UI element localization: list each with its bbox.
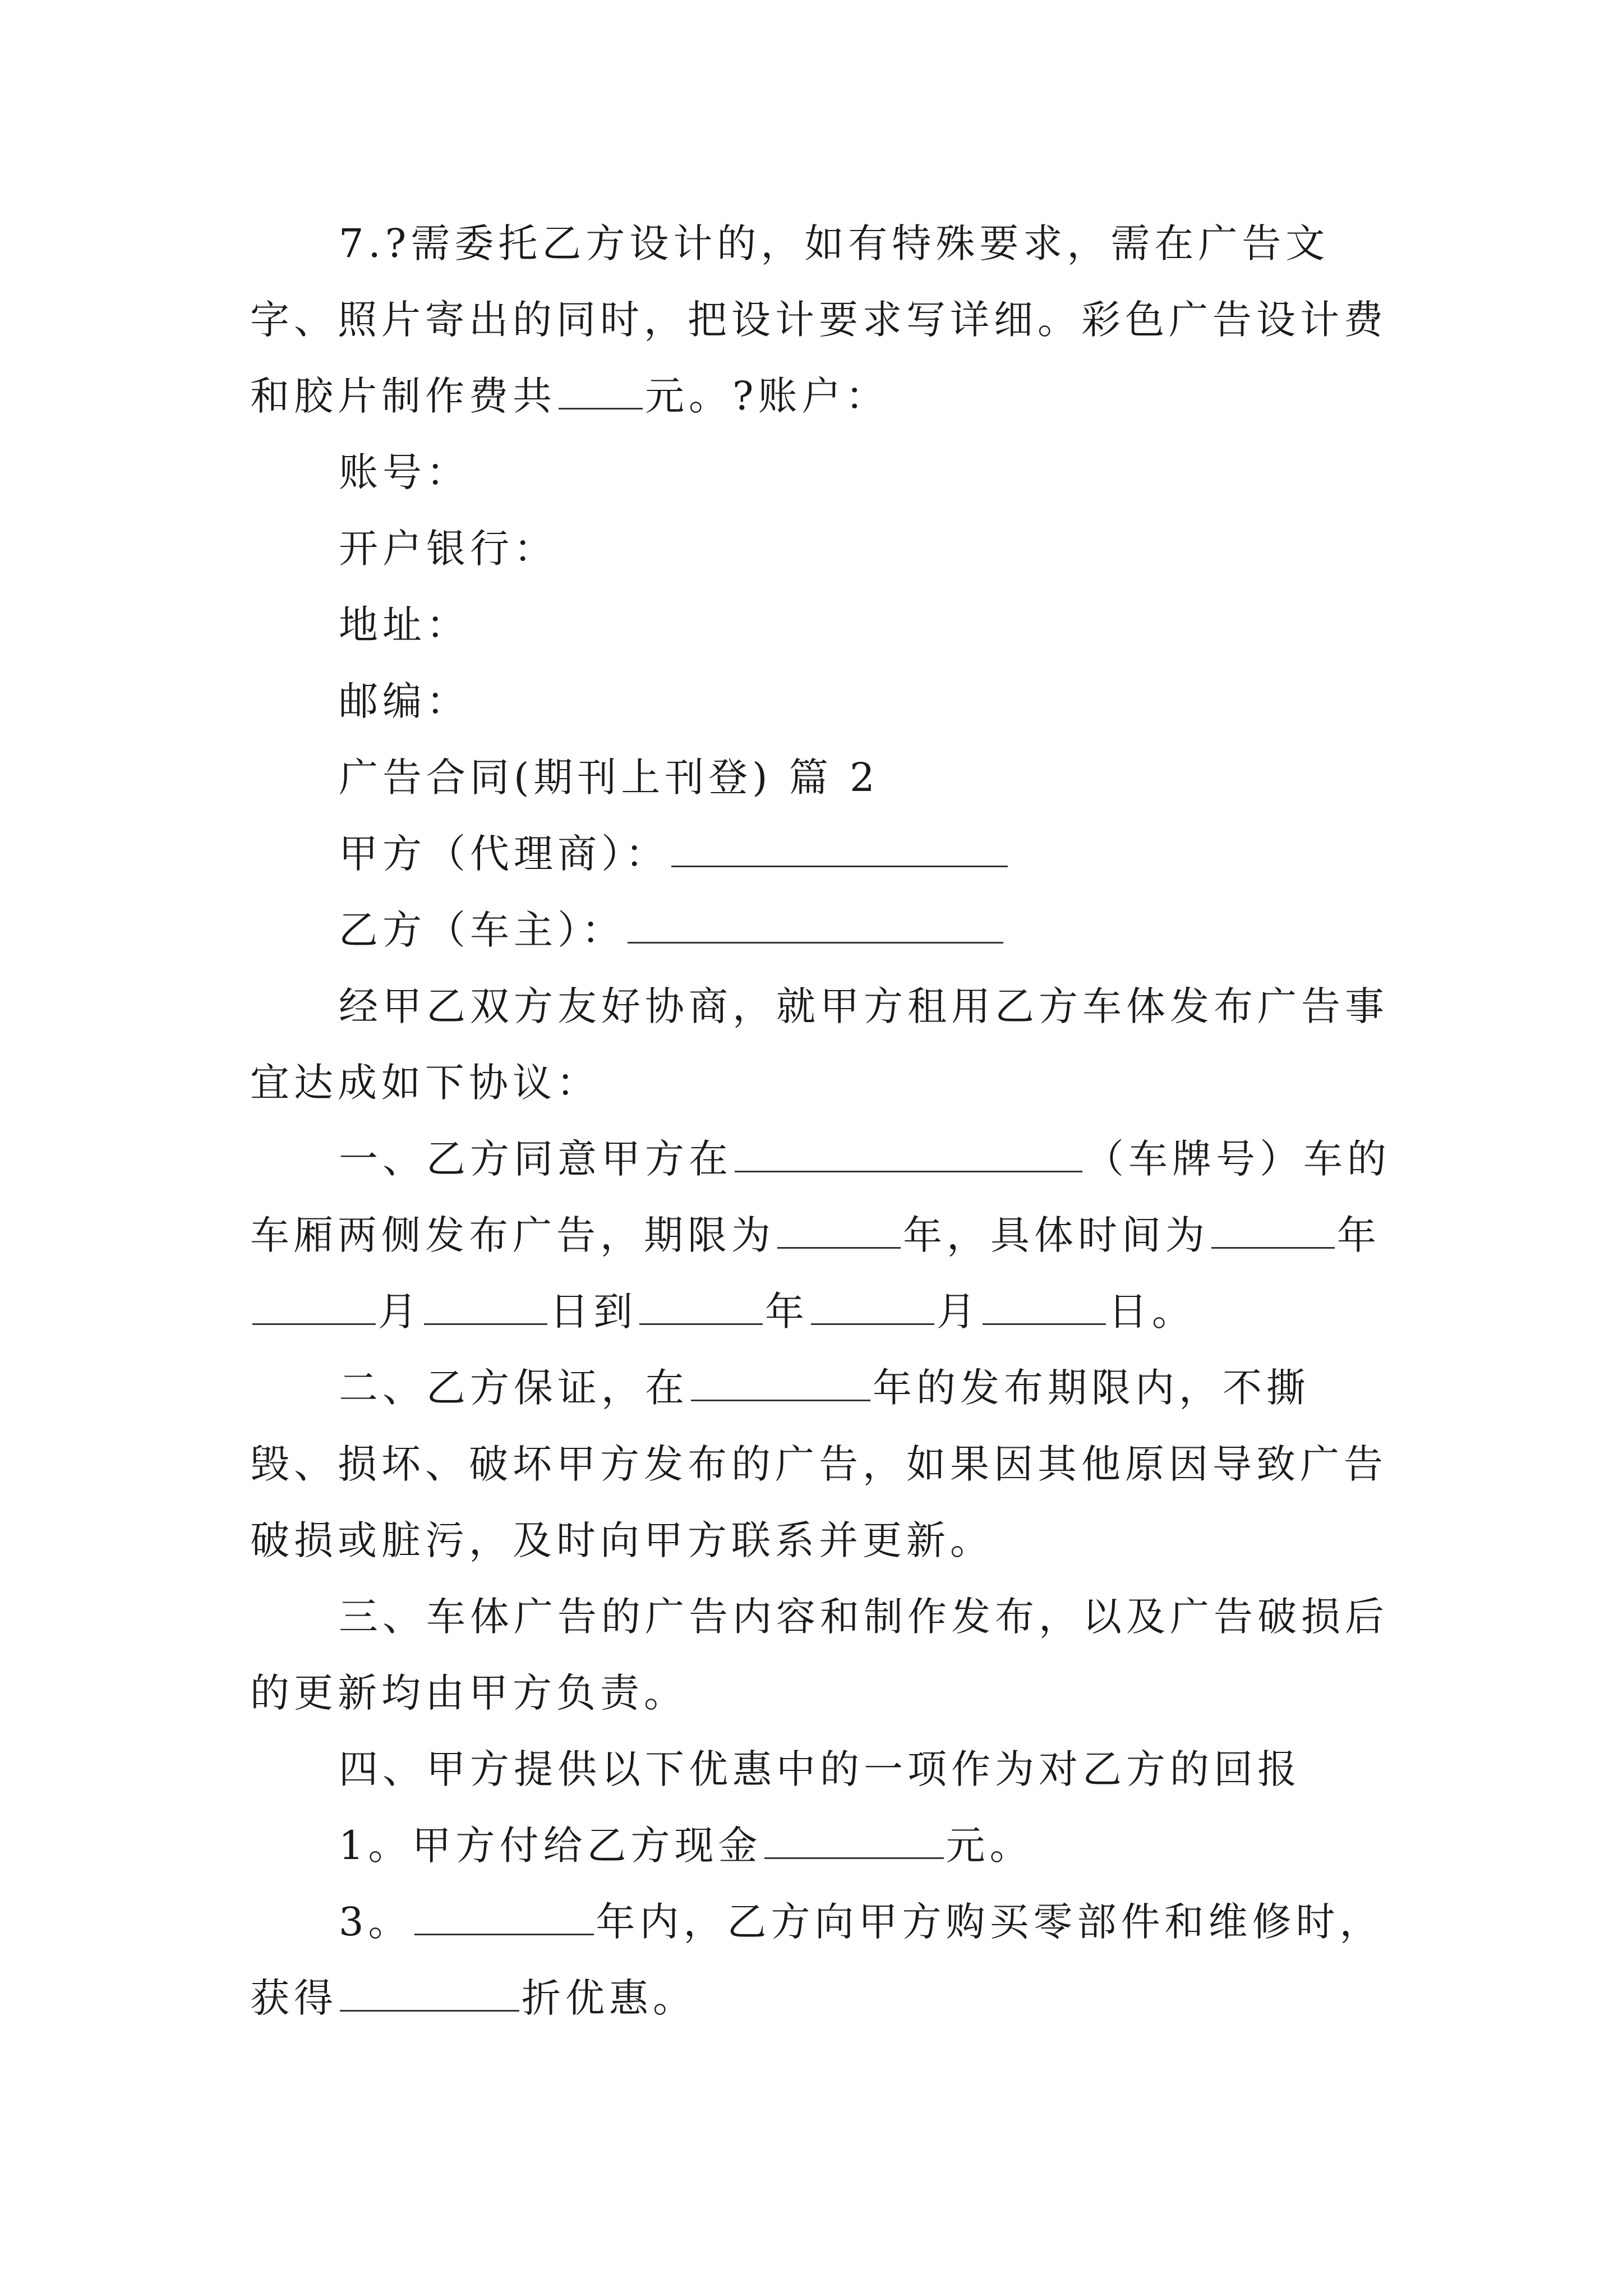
postcode-line: 邮编： xyxy=(339,678,470,724)
option-one xyxy=(250,1807,1394,1884)
option-one-text-b: 元。 xyxy=(946,1823,1034,1869)
option-three-text-b: 年内，乙方向甲方购买零部件和维修时，获得 xyxy=(250,1899,1384,2021)
period-years-blank xyxy=(691,1367,870,1401)
party-a-blank xyxy=(671,833,1008,867)
option-three-text-c: 折优惠。 xyxy=(522,1975,697,2021)
option-one-text-a: 1。甲方付给乙方现金 xyxy=(339,1823,762,1869)
clause-one-text-e: 月 xyxy=(378,1289,422,1335)
document-body xyxy=(250,205,1394,2036)
clause-four: 四、甲方提供以下优惠中的一项作为对乙方的回报 xyxy=(339,1746,1301,1792)
party-b-label: 乙方（车主）： xyxy=(339,907,625,953)
option-three-text-a: 3。 xyxy=(339,1899,412,1945)
clause-one-text-a: 一、乙方同意甲方在 xyxy=(339,1136,732,1182)
clause-one-text-h: 月 xyxy=(937,1289,980,1335)
party-b-blank xyxy=(628,909,1003,944)
end-month-blank xyxy=(811,1291,934,1325)
end-day-blank xyxy=(983,1291,1106,1325)
party-a-line xyxy=(250,816,1394,892)
discount-rate-blank xyxy=(340,1977,519,2012)
clause-one-text-b: （车牌号）车的车厢两侧发布广告，期限为 xyxy=(250,1136,1391,1258)
party-b-line xyxy=(250,892,1394,968)
plate-number-blank xyxy=(735,1138,1082,1172)
clause-two-text-a: 二、乙方保证，在 xyxy=(339,1365,689,1411)
clause-one-text-i: 日。 xyxy=(1108,1289,1196,1335)
discount-years-blank xyxy=(414,1901,594,1935)
design-fee-blank xyxy=(559,375,643,409)
clause-one-text-c: 年，具体时间为 xyxy=(903,1212,1209,1258)
start-month-blank xyxy=(252,1291,376,1325)
account-number-line: 账号： xyxy=(339,449,470,495)
bank-line: 开户银行： xyxy=(339,526,557,572)
option-three xyxy=(250,1884,1394,2036)
cash-amount-blank xyxy=(764,1825,944,1859)
start-year-blank xyxy=(1211,1214,1335,1249)
clause-two xyxy=(250,1350,1394,1579)
clause-one xyxy=(250,1121,1394,1350)
clause-two-text-b: 年的发布期限内，不撕毁、损坏、破坏甲方发布的广告，如果因其他原因导致广告破损或脏污，及时向甲方联系并更新。 xyxy=(250,1365,1387,1563)
party-a-label: 甲方（代理商）： xyxy=(339,831,669,877)
design-fee-text: 7.?需委托乙方设计的，如有特殊要求，需在广告文字、照片寄出的同时，把设计要求写详细。彩色广告设计费和胶片制作费共 xyxy=(250,220,1387,419)
clause-three: 三、车体广告的广告内容和制作发布，以及广告破损后的更新均由甲方负责。 xyxy=(250,1594,1389,1716)
design-fee-tail: 元。?账户： xyxy=(645,373,889,419)
section-title: 广告合同(期刊上刊登) 篇 2 xyxy=(339,754,879,800)
intro-paragraph: 经甲乙双方友好协商，就甲方租用乙方车体发布广告事宜达成如下协议： xyxy=(250,983,1389,1106)
clause-one-text-f: 日到 xyxy=(550,1289,637,1335)
paragraph-design-fee xyxy=(250,205,1394,434)
address-line: 地址： xyxy=(339,602,470,648)
term-years-blank xyxy=(777,1214,901,1249)
clause-one-text-d: 年 xyxy=(1337,1212,1381,1258)
end-year-blank xyxy=(639,1291,763,1325)
clause-one-text-g: 年 xyxy=(765,1289,809,1335)
start-day-blank xyxy=(424,1291,547,1325)
